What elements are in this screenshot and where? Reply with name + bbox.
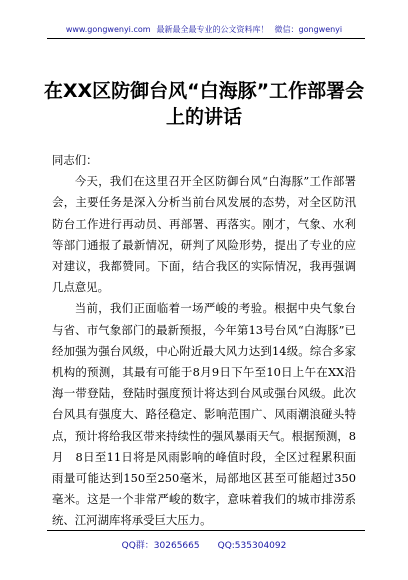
footer-qq-group: QQ群：30265665: [121, 541, 200, 551]
body-paragraph-1: 今天，我们在这里召开全区防御台风“白海豚”工作部署会，主要任务是深入分析当前台风发展的态势，对全区防汛防台工作进行再动员、再部署、再落实。刚才，气象、水利等部门通报了最新情况，研判了风险形势，提出了专业的应对建议，我都赞同。下面，结合我区的实际情况，我再强调几点意见。: [52, 174, 356, 295]
footer-qq-number: QQ:535304092: [217, 541, 287, 551]
header-website: www.gongwenyi.com: [65, 25, 151, 34]
page-footer: [0, 538, 408, 551]
page-header: [0, 24, 408, 35]
document-title: [40, 78, 368, 130]
title-line-2: 上的讲话: [165, 106, 242, 128]
document-body: [52, 150, 356, 532]
footer-divider: [47, 530, 365, 531]
salutation: 同志们：: [52, 153, 98, 167]
title-line-1: 在XX区防御台风“白海豚”工作部署会: [43, 80, 365, 102]
header-slogan: 最新最全最专业的公文资料库！: [156, 25, 269, 34]
body-paragraph-2: 当前，我们正面临着一场严峻的考验。根据中央气象台与省、市气象部门的最新预报，今年第13号台风“白海豚”已经加强为强台风级，中心附近最大风力达到14级。综合多家机构的预测，其最有可能于8月9日下午至10日上午在XX沿海一带登陆，登陆时强度预计将达到台风或强台风级。此次台风具有强度大、路径稳定、影响范围广、风雨潮浪碰头特点，预计将给我区带来持续性的强风暴雨天气。根据预测，8月 8日至11日将是风雨影响的峰值时段，全区过程累积面雨量可能达到150至250毫米，局部地区甚至可能超过350毫米。这是一个非常严峻的数字，意味着我们的城市排涝系统、江河湖库将承受巨大压力。: [52, 301, 356, 528]
header-wechat: 微信：gongwenyi: [274, 25, 343, 34]
header-divider: [47, 38, 365, 39]
